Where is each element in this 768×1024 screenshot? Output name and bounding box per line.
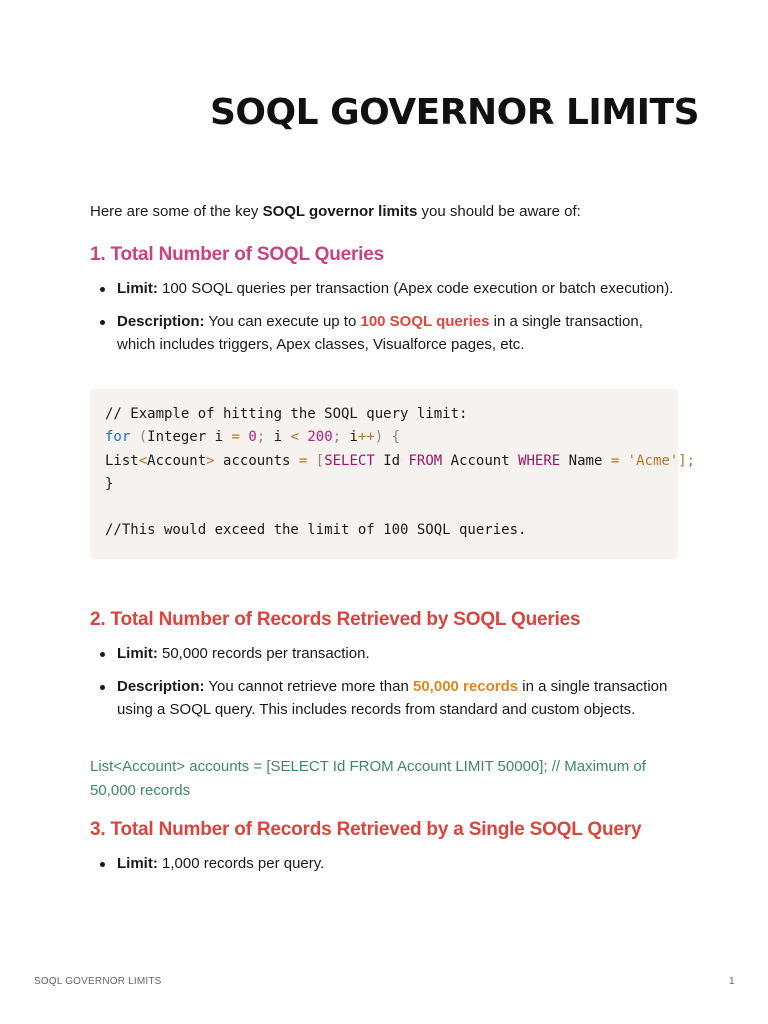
code-punc: ) { bbox=[374, 429, 401, 446]
intro-text-before: Here are some of the key bbox=[90, 203, 263, 220]
code-number: 200 bbox=[298, 429, 333, 446]
intro-text-after: you should be aware of: bbox=[417, 203, 581, 220]
code-token: i bbox=[341, 429, 358, 446]
code-token: Integer i bbox=[147, 429, 232, 446]
limit-label: Limit: bbox=[117, 855, 158, 872]
section-1-description-item bbox=[90, 310, 680, 357]
code-operator: < bbox=[138, 452, 148, 469]
code-token: Account bbox=[147, 452, 207, 469]
code-string: 'Acme']; bbox=[619, 452, 696, 469]
code-token: Account bbox=[442, 452, 519, 469]
page-number: 1 bbox=[729, 976, 735, 987]
code-operator: ++ bbox=[357, 429, 375, 446]
section-2-description-item bbox=[90, 675, 680, 722]
code-line-1: // Example of hitting the SOQL query limit: bbox=[105, 406, 468, 422]
page-title: SOQL GOVERNOR LIMITS bbox=[210, 92, 699, 133]
code-line-2 bbox=[105, 426, 678, 449]
section-2-list bbox=[90, 642, 680, 731]
code-operator: > bbox=[206, 452, 215, 469]
description-label: Description: bbox=[117, 312, 205, 330]
code-number: 0 bbox=[239, 429, 257, 446]
section-3-list bbox=[90, 852, 680, 885]
code-token: i bbox=[265, 429, 291, 446]
code-punc: ( bbox=[130, 429, 148, 446]
section-1-heading: 1. Total Number of SOQL Queries bbox=[90, 244, 384, 265]
limit-text: 100 SOQL queries per transaction (Apex code execution or batch execution). bbox=[157, 280, 674, 297]
code-operator: = bbox=[231, 429, 240, 446]
description-text-after: in a single transaction, which includes triggers, Apex classes, Visualforce pages, etc. bbox=[117, 312, 643, 353]
code-sql-keyword: SELECT bbox=[324, 452, 375, 469]
section-2-heading: 2. Total Number of Records Retrieved by SOQL Queries bbox=[90, 609, 581, 630]
code-token: accounts bbox=[214, 452, 299, 469]
description-highlight: 50,000 records bbox=[413, 677, 519, 695]
section-1-list bbox=[90, 277, 680, 366]
description-label: Description: bbox=[117, 677, 205, 695]
code-token: Name bbox=[560, 452, 611, 469]
code-note: List<Account> accounts = [SELECT Id FROM Account LIMIT 50000]; // Maximum of 50,000 records bbox=[90, 758, 646, 799]
code-keyword-for: for bbox=[105, 429, 131, 446]
code-punc: [ bbox=[307, 452, 325, 469]
code-punc: ; bbox=[256, 429, 266, 446]
limit-text: 1,000 records per query. bbox=[157, 855, 325, 872]
description-highlight: 100 SOQL queries bbox=[360, 312, 490, 330]
code-operator: = bbox=[610, 452, 620, 469]
section-3-heading: 3. Total Number of Records Retrieved by a Single SOQL Query bbox=[90, 819, 642, 840]
code-operator: < bbox=[290, 429, 299, 446]
intro-text-bold: SOQL governor limits bbox=[262, 203, 418, 220]
code-block bbox=[90, 389, 696, 559]
footer-title: SOQL GOVERNOR LIMITS bbox=[34, 976, 162, 987]
limit-text: 50,000 records per transaction. bbox=[157, 645, 370, 662]
description-text-before: You can execute up to bbox=[204, 312, 361, 330]
section-2-limit-item bbox=[90, 642, 680, 666]
code-punc: ; bbox=[332, 429, 342, 446]
limit-label: Limit: bbox=[117, 645, 158, 662]
description-text-after: in a single transaction using a SOQL query. This includes records from standard and custom objects. bbox=[117, 677, 668, 718]
code-operator: = bbox=[298, 452, 308, 469]
section-1-limit-item bbox=[90, 277, 680, 301]
code-line-3 bbox=[105, 450, 696, 473]
code-sql-keyword: WHERE bbox=[518, 452, 561, 469]
code-token: List bbox=[105, 452, 139, 469]
code-line-6: //This would exceed the limit of 100 SOQL queries. bbox=[105, 522, 527, 539]
description-text-before: You cannot retrieve more than bbox=[204, 677, 413, 695]
code-token: Id bbox=[374, 452, 409, 469]
code-line-5 bbox=[105, 496, 678, 519]
code-sql-keyword: FROM bbox=[408, 452, 443, 469]
intro-paragraph bbox=[90, 203, 581, 220]
section-3-limit-item bbox=[90, 852, 680, 876]
limit-label: Limit: bbox=[117, 280, 158, 297]
code-line-4: } bbox=[105, 475, 114, 492]
